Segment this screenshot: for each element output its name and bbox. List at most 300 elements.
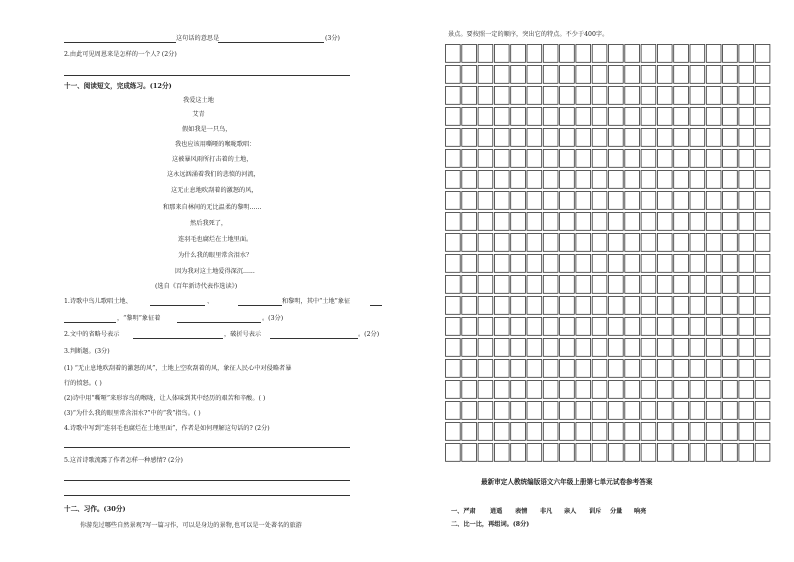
grid-cell[interactable] xyxy=(739,276,754,294)
grid-cell[interactable] xyxy=(739,150,754,168)
grid-cell[interactable] xyxy=(527,171,542,189)
grid-cell[interactable] xyxy=(690,45,705,63)
grid-cell[interactable] xyxy=(674,276,689,294)
grid-cell[interactable] xyxy=(592,129,607,147)
grid-cell[interactable] xyxy=(625,360,640,378)
grid-cell[interactable] xyxy=(576,402,591,420)
grid-cell[interactable] xyxy=(543,339,558,357)
grid-cell[interactable] xyxy=(446,213,461,231)
grid-cell[interactable] xyxy=(755,129,770,147)
grid-cell[interactable] xyxy=(641,423,656,441)
grid-cell[interactable] xyxy=(674,360,689,378)
grid-cell[interactable] xyxy=(446,339,461,357)
grid-cell[interactable] xyxy=(674,234,689,252)
grid-cell[interactable] xyxy=(560,318,575,336)
grid-cell[interactable] xyxy=(446,276,461,294)
grid-cell[interactable] xyxy=(478,108,493,126)
grid-cell[interactable] xyxy=(592,276,607,294)
grid-cell[interactable] xyxy=(543,213,558,231)
grid-cell[interactable] xyxy=(723,234,738,252)
grid-cell[interactable] xyxy=(446,45,461,63)
grid-cell[interactable] xyxy=(478,402,493,420)
grid-cell[interactable] xyxy=(706,129,721,147)
grid-cell[interactable] xyxy=(446,234,461,252)
grid-cell[interactable] xyxy=(706,171,721,189)
grid-cell[interactable] xyxy=(527,66,542,84)
grid-cell[interactable] xyxy=(723,381,738,399)
grid-cell[interactable] xyxy=(706,360,721,378)
grid-cell[interactable] xyxy=(576,45,591,63)
grid-cell[interactable] xyxy=(657,87,672,105)
grid-cell[interactable] xyxy=(494,150,509,168)
grid-cell[interactable] xyxy=(560,87,575,105)
grid-cell[interactable] xyxy=(706,339,721,357)
grid-cell[interactable] xyxy=(739,171,754,189)
grid-cell[interactable] xyxy=(478,255,493,273)
grid-cell[interactable] xyxy=(576,171,591,189)
grid-cell[interactable] xyxy=(576,87,591,105)
grid-cell[interactable] xyxy=(723,339,738,357)
grid-cell[interactable] xyxy=(446,444,461,462)
grid-cell[interactable] xyxy=(674,108,689,126)
grid-cell[interactable] xyxy=(674,255,689,273)
grid-cell[interactable] xyxy=(462,192,477,210)
grid-cell[interactable] xyxy=(478,276,493,294)
grid-cell[interactable] xyxy=(478,297,493,315)
grid-cell[interactable] xyxy=(641,339,656,357)
grid-cell[interactable] xyxy=(576,423,591,441)
grid-cell[interactable] xyxy=(543,444,558,462)
grid-cell[interactable] xyxy=(462,45,477,63)
grid-cell[interactable] xyxy=(592,45,607,63)
grid-cell[interactable] xyxy=(560,45,575,63)
grid-cell[interactable] xyxy=(446,318,461,336)
grid-cell[interactable] xyxy=(690,66,705,84)
grid-cell[interactable] xyxy=(739,66,754,84)
grid-cell[interactable] xyxy=(723,213,738,231)
grid-cell[interactable] xyxy=(657,66,672,84)
grid-cell[interactable] xyxy=(657,297,672,315)
grid-cell[interactable] xyxy=(592,297,607,315)
grid-cell[interactable] xyxy=(576,213,591,231)
grid-cell[interactable] xyxy=(723,87,738,105)
grid-cell[interactable] xyxy=(462,381,477,399)
grid-cell[interactable] xyxy=(543,276,558,294)
grid-cell[interactable] xyxy=(494,87,509,105)
grid-cell[interactable] xyxy=(543,66,558,84)
grid-cell[interactable] xyxy=(674,192,689,210)
grid-cell[interactable] xyxy=(560,360,575,378)
grid-cell[interactable] xyxy=(494,318,509,336)
grid-cell[interactable] xyxy=(592,255,607,273)
grid-cell[interactable] xyxy=(446,192,461,210)
grid-cell[interactable] xyxy=(446,150,461,168)
grid-cell[interactable] xyxy=(657,444,672,462)
grid-cell[interactable] xyxy=(462,171,477,189)
grid-cell[interactable] xyxy=(609,318,624,336)
grid-cell[interactable] xyxy=(641,171,656,189)
grid-cell[interactable] xyxy=(511,423,526,441)
grid-cell[interactable] xyxy=(609,108,624,126)
grid-cell[interactable] xyxy=(625,234,640,252)
grid-cell[interactable] xyxy=(511,234,526,252)
grid-cell[interactable] xyxy=(527,234,542,252)
grid-cell[interactable] xyxy=(674,45,689,63)
grid-cell[interactable] xyxy=(625,87,640,105)
grid-cell[interactable] xyxy=(657,108,672,126)
grid-cell[interactable] xyxy=(641,297,656,315)
grid-cell[interactable] xyxy=(478,150,493,168)
grid-cell[interactable] xyxy=(690,360,705,378)
grid-cell[interactable] xyxy=(690,213,705,231)
grid-cell[interactable] xyxy=(592,402,607,420)
grid-cell[interactable] xyxy=(527,255,542,273)
grid-cell[interactable] xyxy=(739,192,754,210)
grid-cell[interactable] xyxy=(592,360,607,378)
grid-cell[interactable] xyxy=(592,444,607,462)
grid-cell[interactable] xyxy=(641,255,656,273)
grid-cell[interactable] xyxy=(641,45,656,63)
grid-cell[interactable] xyxy=(609,45,624,63)
grid-cell[interactable] xyxy=(625,423,640,441)
grid-cell[interactable] xyxy=(511,66,526,84)
grid-cell[interactable] xyxy=(494,360,509,378)
grid-cell[interactable] xyxy=(462,360,477,378)
grid-cell[interactable] xyxy=(706,297,721,315)
grid-cell[interactable] xyxy=(494,339,509,357)
grid-cell[interactable] xyxy=(609,129,624,147)
grid-cell[interactable] xyxy=(706,402,721,420)
grid-cell[interactable] xyxy=(511,45,526,63)
grid-cell[interactable] xyxy=(723,255,738,273)
grid-cell[interactable] xyxy=(511,150,526,168)
grid-cell[interactable] xyxy=(543,87,558,105)
grid-cell[interactable] xyxy=(494,108,509,126)
grid-cell[interactable] xyxy=(706,213,721,231)
grid-cell[interactable] xyxy=(576,276,591,294)
grid-cell[interactable] xyxy=(478,234,493,252)
grid-cell[interactable] xyxy=(494,423,509,441)
grid-cell[interactable] xyxy=(543,255,558,273)
grid-cell[interactable] xyxy=(625,276,640,294)
grid-cell[interactable] xyxy=(739,255,754,273)
grid-cell[interactable] xyxy=(690,318,705,336)
grid-cell[interactable] xyxy=(543,171,558,189)
grid-cell[interactable] xyxy=(462,150,477,168)
grid-cell[interactable] xyxy=(494,45,509,63)
grid-cell[interactable] xyxy=(657,192,672,210)
grid-cell[interactable] xyxy=(690,276,705,294)
grid-cell[interactable] xyxy=(625,129,640,147)
grid-cell[interactable] xyxy=(560,276,575,294)
grid-cell[interactable] xyxy=(560,108,575,126)
grid-cell[interactable] xyxy=(478,87,493,105)
grid-cell[interactable] xyxy=(478,171,493,189)
grid-cell[interactable] xyxy=(478,66,493,84)
grid-cell[interactable] xyxy=(527,45,542,63)
grid-cell[interactable] xyxy=(739,423,754,441)
grid-cell[interactable] xyxy=(543,234,558,252)
grid-cell[interactable] xyxy=(462,444,477,462)
grid-cell[interactable] xyxy=(576,150,591,168)
grid-cell[interactable] xyxy=(511,276,526,294)
grid-cell[interactable] xyxy=(641,276,656,294)
grid-cell[interactable] xyxy=(755,255,770,273)
grid-cell[interactable] xyxy=(657,45,672,63)
grid-cell[interactable] xyxy=(625,45,640,63)
grid-cell[interactable] xyxy=(706,150,721,168)
grid-cell[interactable] xyxy=(462,66,477,84)
grid-cell[interactable] xyxy=(543,318,558,336)
grid-cell[interactable] xyxy=(674,339,689,357)
grid-cell[interactable] xyxy=(527,192,542,210)
grid-cell[interactable] xyxy=(511,297,526,315)
grid-cell[interactable] xyxy=(527,129,542,147)
grid-cell[interactable] xyxy=(625,108,640,126)
grid-cell[interactable] xyxy=(609,360,624,378)
grid-cell[interactable] xyxy=(609,66,624,84)
grid-cell[interactable] xyxy=(739,339,754,357)
grid-cell[interactable] xyxy=(494,234,509,252)
grid-cell[interactable] xyxy=(609,444,624,462)
grid-cell[interactable] xyxy=(706,381,721,399)
grid-cell[interactable] xyxy=(592,339,607,357)
grid-cell[interactable] xyxy=(690,87,705,105)
grid-cell[interactable] xyxy=(755,381,770,399)
grid-cell[interactable] xyxy=(462,339,477,357)
grid-cell[interactable] xyxy=(674,423,689,441)
grid-cell[interactable] xyxy=(723,45,738,63)
grid-cell[interactable] xyxy=(560,381,575,399)
grid-cell[interactable] xyxy=(543,150,558,168)
grid-cell[interactable] xyxy=(527,339,542,357)
grid-cell[interactable] xyxy=(543,108,558,126)
grid-cell[interactable] xyxy=(592,87,607,105)
grid-cell[interactable] xyxy=(641,360,656,378)
grid-cell[interactable] xyxy=(657,423,672,441)
grid-cell[interactable] xyxy=(609,276,624,294)
grid-cell[interactable] xyxy=(462,213,477,231)
grid-cell[interactable] xyxy=(609,87,624,105)
grid-cell[interactable] xyxy=(511,213,526,231)
grid-cell[interactable] xyxy=(755,66,770,84)
grid-cell[interactable] xyxy=(478,381,493,399)
grid-cell[interactable] xyxy=(706,255,721,273)
grid-cell[interactable] xyxy=(723,276,738,294)
grid-cell[interactable] xyxy=(755,87,770,105)
grid-cell[interactable] xyxy=(674,87,689,105)
grid-cell[interactable] xyxy=(446,297,461,315)
grid-cell[interactable] xyxy=(592,381,607,399)
grid-cell[interactable] xyxy=(641,87,656,105)
grid-cell[interactable] xyxy=(478,129,493,147)
grid-cell[interactable] xyxy=(576,360,591,378)
grid-cell[interactable] xyxy=(657,213,672,231)
grid-cell[interactable] xyxy=(511,108,526,126)
grid-cell[interactable] xyxy=(674,381,689,399)
grid-cell[interactable] xyxy=(690,402,705,420)
grid-cell[interactable] xyxy=(609,381,624,399)
grid-cell[interactable] xyxy=(592,66,607,84)
grid-cell[interactable] xyxy=(511,129,526,147)
grid-cell[interactable] xyxy=(690,255,705,273)
grid-cell[interactable] xyxy=(657,255,672,273)
grid-cell[interactable] xyxy=(641,108,656,126)
grid-cell[interactable] xyxy=(576,318,591,336)
grid-cell[interactable] xyxy=(462,129,477,147)
grid-cell[interactable] xyxy=(609,423,624,441)
grid-cell[interactable] xyxy=(576,444,591,462)
grid-cell[interactable] xyxy=(560,339,575,357)
grid-cell[interactable] xyxy=(560,192,575,210)
grid-cell[interactable] xyxy=(625,402,640,420)
grid-cell[interactable] xyxy=(641,129,656,147)
grid-cell[interactable] xyxy=(657,360,672,378)
grid-cell[interactable] xyxy=(511,339,526,357)
grid-cell[interactable] xyxy=(690,444,705,462)
grid-cell[interactable] xyxy=(706,234,721,252)
grid-cell[interactable] xyxy=(527,444,542,462)
grid-cell[interactable] xyxy=(641,234,656,252)
grid-cell[interactable] xyxy=(609,297,624,315)
grid-cell[interactable] xyxy=(446,66,461,84)
grid-cell[interactable] xyxy=(625,255,640,273)
grid-cell[interactable] xyxy=(511,192,526,210)
grid-cell[interactable] xyxy=(641,66,656,84)
grid-cell[interactable] xyxy=(706,108,721,126)
grid-cell[interactable] xyxy=(723,150,738,168)
grid-cell[interactable] xyxy=(560,66,575,84)
grid-cell[interactable] xyxy=(576,66,591,84)
grid-cell[interactable] xyxy=(674,213,689,231)
grid-cell[interactable] xyxy=(755,171,770,189)
grid-cell[interactable] xyxy=(543,381,558,399)
grid-cell[interactable] xyxy=(739,318,754,336)
grid-cell[interactable] xyxy=(641,444,656,462)
grid-cell[interactable] xyxy=(723,402,738,420)
grid-cell[interactable] xyxy=(560,444,575,462)
grid-cell[interactable] xyxy=(690,171,705,189)
grid-cell[interactable] xyxy=(609,192,624,210)
grid-cell[interactable] xyxy=(657,129,672,147)
grid-cell[interactable] xyxy=(576,234,591,252)
grid-cell[interactable] xyxy=(560,255,575,273)
grid-cell[interactable] xyxy=(560,213,575,231)
grid-cell[interactable] xyxy=(511,360,526,378)
grid-cell[interactable] xyxy=(755,297,770,315)
grid-cell[interactable] xyxy=(706,192,721,210)
grid-cell[interactable] xyxy=(674,318,689,336)
grid-cell[interactable] xyxy=(478,423,493,441)
grid-cell[interactable] xyxy=(576,108,591,126)
grid-cell[interactable] xyxy=(755,108,770,126)
grid-cell[interactable] xyxy=(690,339,705,357)
grid-cell[interactable] xyxy=(446,423,461,441)
grid-cell[interactable] xyxy=(527,150,542,168)
grid-cell[interactable] xyxy=(690,150,705,168)
grid-cell[interactable] xyxy=(543,45,558,63)
grid-cell[interactable] xyxy=(690,423,705,441)
grid-cell[interactable] xyxy=(478,213,493,231)
grid-cell[interactable] xyxy=(511,444,526,462)
grid-cell[interactable] xyxy=(478,339,493,357)
grid-cell[interactable] xyxy=(462,276,477,294)
grid-cell[interactable] xyxy=(674,171,689,189)
grid-cell[interactable] xyxy=(641,402,656,420)
grid-cell[interactable] xyxy=(706,318,721,336)
grid-cell[interactable] xyxy=(755,423,770,441)
grid-cell[interactable] xyxy=(641,192,656,210)
grid-cell[interactable] xyxy=(511,255,526,273)
grid-cell[interactable] xyxy=(755,402,770,420)
grid-cell[interactable] xyxy=(723,108,738,126)
grid-cell[interactable] xyxy=(739,381,754,399)
grid-cell[interactable] xyxy=(543,297,558,315)
grid-cell[interactable] xyxy=(657,381,672,399)
grid-cell[interactable] xyxy=(625,171,640,189)
grid-cell[interactable] xyxy=(511,318,526,336)
grid-cell[interactable] xyxy=(527,360,542,378)
grid-cell[interactable] xyxy=(641,150,656,168)
grid-cell[interactable] xyxy=(576,339,591,357)
grid-cell[interactable] xyxy=(625,381,640,399)
grid-cell[interactable] xyxy=(657,234,672,252)
grid-cell[interactable] xyxy=(592,171,607,189)
grid-cell[interactable] xyxy=(511,402,526,420)
grid-cell[interactable] xyxy=(625,318,640,336)
grid-cell[interactable] xyxy=(625,192,640,210)
grid-cell[interactable] xyxy=(723,171,738,189)
grid-cell[interactable] xyxy=(527,108,542,126)
grid-cell[interactable] xyxy=(462,318,477,336)
grid-cell[interactable] xyxy=(462,255,477,273)
grid-cell[interactable] xyxy=(739,297,754,315)
grid-cell[interactable] xyxy=(592,234,607,252)
grid-cell[interactable] xyxy=(446,360,461,378)
grid-cell[interactable] xyxy=(543,129,558,147)
grid-cell[interactable] xyxy=(527,213,542,231)
grid-cell[interactable] xyxy=(609,171,624,189)
grid-cell[interactable] xyxy=(706,87,721,105)
grid-cell[interactable] xyxy=(706,423,721,441)
grid-cell[interactable] xyxy=(592,213,607,231)
grid-cell[interactable] xyxy=(723,360,738,378)
grid-cell[interactable] xyxy=(462,87,477,105)
grid-cell[interactable] xyxy=(625,213,640,231)
grid-cell[interactable] xyxy=(543,192,558,210)
grid-cell[interactable] xyxy=(609,150,624,168)
grid-cell[interactable] xyxy=(527,381,542,399)
grid-cell[interactable] xyxy=(674,150,689,168)
grid-cell[interactable] xyxy=(494,129,509,147)
grid-cell[interactable] xyxy=(706,444,721,462)
grid-cell[interactable] xyxy=(723,444,738,462)
grid-cell[interactable] xyxy=(755,192,770,210)
grid-cell[interactable] xyxy=(657,402,672,420)
grid-cell[interactable] xyxy=(576,381,591,399)
grid-cell[interactable] xyxy=(543,423,558,441)
grid-cell[interactable] xyxy=(723,129,738,147)
grid-cell[interactable] xyxy=(494,171,509,189)
grid-cell[interactable] xyxy=(446,402,461,420)
grid-cell[interactable] xyxy=(527,297,542,315)
grid-cell[interactable] xyxy=(592,423,607,441)
grid-cell[interactable] xyxy=(543,360,558,378)
grid-cell[interactable] xyxy=(592,192,607,210)
grid-cell[interactable] xyxy=(446,255,461,273)
grid-cell[interactable] xyxy=(625,297,640,315)
grid-cell[interactable] xyxy=(592,318,607,336)
